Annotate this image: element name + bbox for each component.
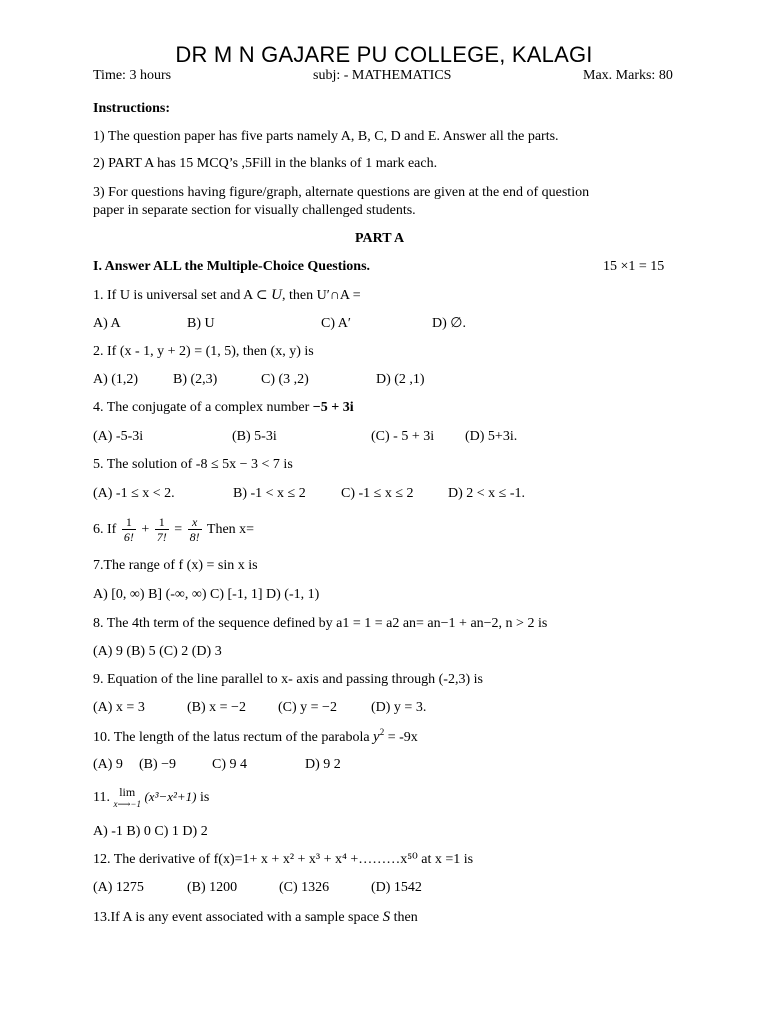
q10-tail: = -9x — [384, 730, 418, 745]
q2-option-b: B) (2,3) — [173, 372, 218, 387]
question-1 — [93, 286, 361, 305]
q1-option-d: D) ∅. — [432, 316, 466, 331]
q6-suffix: Then x= — [206, 522, 255, 537]
question-13 — [93, 908, 418, 927]
q4-option-a: (A) -5-3i — [93, 429, 144, 444]
exam-max-marks: Max. Marks: 80 — [583, 68, 673, 83]
q1-option-a: A) A — [93, 316, 121, 331]
question-12: 12. The derivative of f(x)=1+ x + x² + x³ + x⁴ +………x⁵⁰ at x =1 is — [93, 852, 474, 867]
q8-options: (A) 9 (B) 5 (C) 2 (D) 3 — [93, 644, 222, 659]
q12-option-c: (C) 1326 — [279, 880, 330, 895]
q6-f3-num: x — [188, 515, 202, 530]
q2-option-a: A) (1,2) — [93, 372, 139, 387]
q10-option-d: D) 9 2 — [305, 757, 341, 772]
question-9: 9. Equation of the line parallel to x- axis and passing through (-2,3) is — [93, 672, 483, 687]
section-marks: 15 ×1 = 15 — [603, 259, 665, 274]
question-4 — [93, 399, 354, 417]
question-8: 8. The 4th term of the sequence defined by a1 = 1 = a2 an= an−1 + an−2, n > 2 is — [93, 616, 548, 631]
q6-f2-num: 1 — [155, 515, 169, 530]
q11-suffix: is — [200, 790, 210, 805]
q6-f1-num: 1 — [122, 515, 136, 530]
q12-option-b: (B) 1200 — [187, 880, 238, 895]
exam-subject: subj: - MATHEMATICS — [313, 68, 452, 83]
q9-option-a: (A) x = 3 — [93, 700, 145, 715]
q13-text-b: then — [390, 910, 418, 925]
instruction-3-line1: 3) For questions having figure/graph, alternate questions are given at the end of question — [93, 185, 590, 200]
q11-options: A) -1 B) 0 C) 1 D) 2 — [93, 824, 208, 839]
q9-option-b: (B) x = −2 — [187, 700, 246, 715]
q6-f3-den: 8! — [189, 530, 200, 545]
q11-lim-sub: x⟶−1 — [113, 798, 141, 809]
q5-option-d: D) 2 < x ≤ -1. — [448, 486, 526, 501]
q6-prefix: 6. If — [93, 522, 117, 537]
q4-text: 4. The conjugate of a complex number — [93, 400, 313, 415]
q10-option-b: (B) −9 — [139, 757, 177, 772]
q10-option-c: C) 9 4 — [212, 757, 247, 772]
q12-option-d: (D) 1542 — [371, 880, 422, 895]
q4-expression: −5 + 3i — [312, 400, 354, 415]
q6-fraction-1 — [122, 515, 136, 544]
exam-time: Time: 3 hours — [93, 68, 172, 83]
q11-prefix: 11. — [93, 790, 110, 805]
q7-options: A) [0, ∞) B] (-∞, ∞) C) [-1, 1] D) (-1, 1) — [93, 587, 320, 602]
q4-option-d: (D) 5+3i. — [465, 429, 518, 444]
q5-option-c: C) -1 ≤ x ≤ 2 — [341, 486, 414, 501]
q6-plus: + — [141, 522, 150, 537]
question-5: 5. The solution of -8 ≤ 5x − 3 < 7 is — [93, 457, 293, 472]
q5-option-a: (A) -1 ≤ x < 2. — [93, 486, 175, 501]
q10-text: 10. The length of the latus rectum of the parabola — [93, 730, 374, 745]
q10-option-a: (A) 9 — [93, 757, 123, 772]
q6-f2-den: 7! — [156, 530, 167, 545]
instructions-heading: Instructions: — [93, 101, 171, 116]
part-a-heading: PART A — [355, 231, 405, 246]
q6-equals: = — [174, 522, 183, 537]
q10-sup: 2 — [379, 727, 385, 737]
instruction-3-line2: paper in separate section for visually challenged students. — [93, 203, 416, 218]
q6-fraction-3 — [188, 515, 202, 544]
question-11 — [93, 782, 209, 813]
q4-option-b: (B) 5-3i — [232, 429, 277, 444]
q1-option-c: C) A′ — [321, 316, 351, 331]
instruction-2: 2) PART A has 15 MCQ’s ,5Fill in the blanks of 1 mark each. — [93, 156, 438, 171]
q10-var: y — [373, 729, 380, 745]
q5-option-b: B) -1 < x ≤ 2 — [233, 486, 306, 501]
instruction-1: 1) The question paper has five parts namely A, B, C, D and E. Answer all the parts. — [93, 129, 559, 144]
q6-f1-den: 6! — [123, 530, 134, 545]
q1-var: U — [271, 287, 282, 303]
q1-text-b: , then U′∩A = — [282, 288, 361, 303]
college-title: DR M N GAJARE PU COLLEGE, KALAGI — [175, 42, 593, 67]
question-7: 7.The range of f (x) = sin x is — [93, 558, 258, 573]
q11-expression: (x³−x²+1) — [144, 789, 197, 804]
q1-text-a: 1. If U is universal set and A ⊂ — [93, 288, 272, 303]
q13-var: S — [382, 909, 391, 925]
q9-option-d: (D) y = 3. — [371, 700, 427, 715]
q12-option-a: (A) 1275 — [93, 880, 144, 895]
q9-option-c: (C) y = −2 — [278, 700, 337, 715]
q2-option-c: C) (3 ,2) — [261, 372, 309, 387]
q11-limit — [113, 786, 140, 810]
question-2: 2. If (x - 1, y + 2) = (1, 5), then (x, y) is — [93, 344, 314, 359]
section-heading: I. Answer ALL the Multiple-Choice Questions. — [93, 259, 371, 274]
q6-fraction-2 — [155, 515, 169, 544]
q13-text-a: 13.If A is any event associated with a sample space — [93, 910, 383, 925]
question-10 — [93, 728, 418, 747]
q1-option-b: B) U — [187, 316, 215, 331]
q2-option-d: D) (2 ,1) — [376, 372, 425, 387]
q11-lim-word: lim — [119, 784, 136, 799]
question-6 — [93, 514, 254, 546]
q4-option-c: (C) - 5 + 3i — [371, 429, 435, 444]
